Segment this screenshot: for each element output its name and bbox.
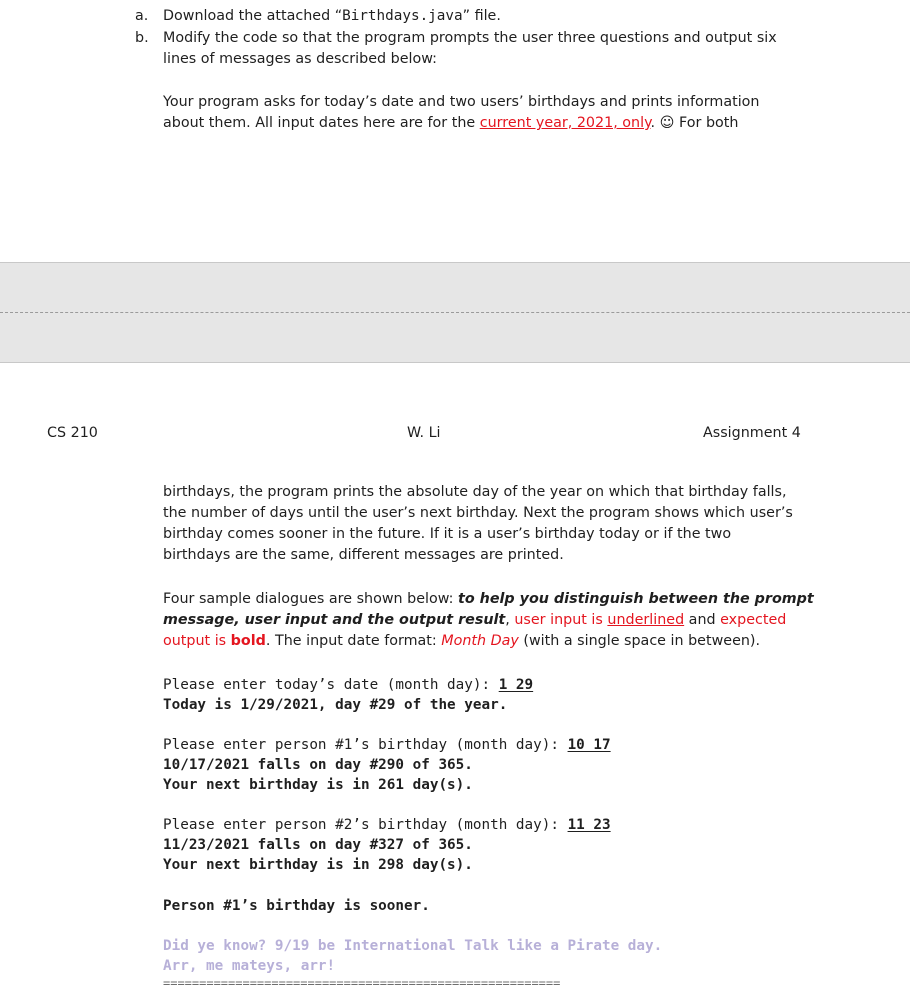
page-separator-line: [0, 312, 910, 313]
description-paragraph: birthdays, the program prints the absolute day of the year on which that birthday falls, the number of days until the user’s next birthday. Next the program shows which user’s birthday comes sooner in the future. If it is a user’s birthday today or if the two birthdays are the same, different messages are printed.: [163, 484, 793, 563]
output-line: Your next birthday is in 298 day(s).: [163, 857, 473, 873]
fun-fact-line: Arr, me mateys, arr!: [163, 958, 336, 974]
header-assignment: Assignment 4: [703, 425, 801, 441]
prompt-line: Please enter today’s date (month day): 1 29: [163, 677, 534, 693]
output-line: Today is 1/29/2021, day #29 of the year.: [163, 697, 508, 713]
output-line: 11/23/2021 falls on day #327 of 365.: [163, 837, 473, 853]
divider-line: =======================================================: [163, 976, 561, 990]
current-year-note: current year, 2021, only: [479, 115, 651, 131]
prompt-line: Please enter person #1’s birthday (month day): 10 17: [163, 737, 611, 753]
list-marker: a.: [135, 8, 149, 24]
intro-paragraph: Your program asks for today’s date and two users’ birthdays and prints information about them. All input dates here are for the current year, 2021, only. ☺ For both: [163, 94, 760, 131]
output-line: 10/17/2021 falls on day #290 of 365.: [163, 757, 473, 773]
fun-fact-line: Did ye know? 9/19 be International Talk like a Pirate day.: [163, 938, 663, 954]
user-input: 10 17: [567, 737, 611, 753]
result-line: Person #1’s birthday is sooner.: [163, 898, 430, 914]
page-break: [0, 262, 910, 363]
list-marker: b.: [135, 30, 149, 46]
user-input: 1 29: [498, 677, 534, 693]
prompt-line: Please enter person #2’s birthday (month day): 11 23: [163, 817, 611, 833]
list-body: Modify the code so that the program prompts the user three questions and output six lines of messages as described below:: [163, 30, 777, 67]
user-input: 11 23: [567, 817, 611, 833]
filename-code: Birthdays.java: [342, 8, 463, 24]
sample-dialogue: [163, 675, 662, 990]
smiley-icon: ☺: [659, 115, 675, 131]
output-line: Your next birthday is in 261 day(s).: [163, 777, 473, 793]
header-author: W. Li: [407, 425, 441, 441]
legend-paragraph: Four sample dialogues are shown below: to help you distinguish between the prompt message, user input and the output result, user input is underlined and expected output is bold. The input date format: Month Day (with a single space in between).: [163, 591, 814, 649]
page-1: [0, 0, 910, 262]
list-body: Download the attached “Birthdays.java” file.: [163, 8, 501, 24]
header-course: CS 210: [47, 425, 98, 441]
